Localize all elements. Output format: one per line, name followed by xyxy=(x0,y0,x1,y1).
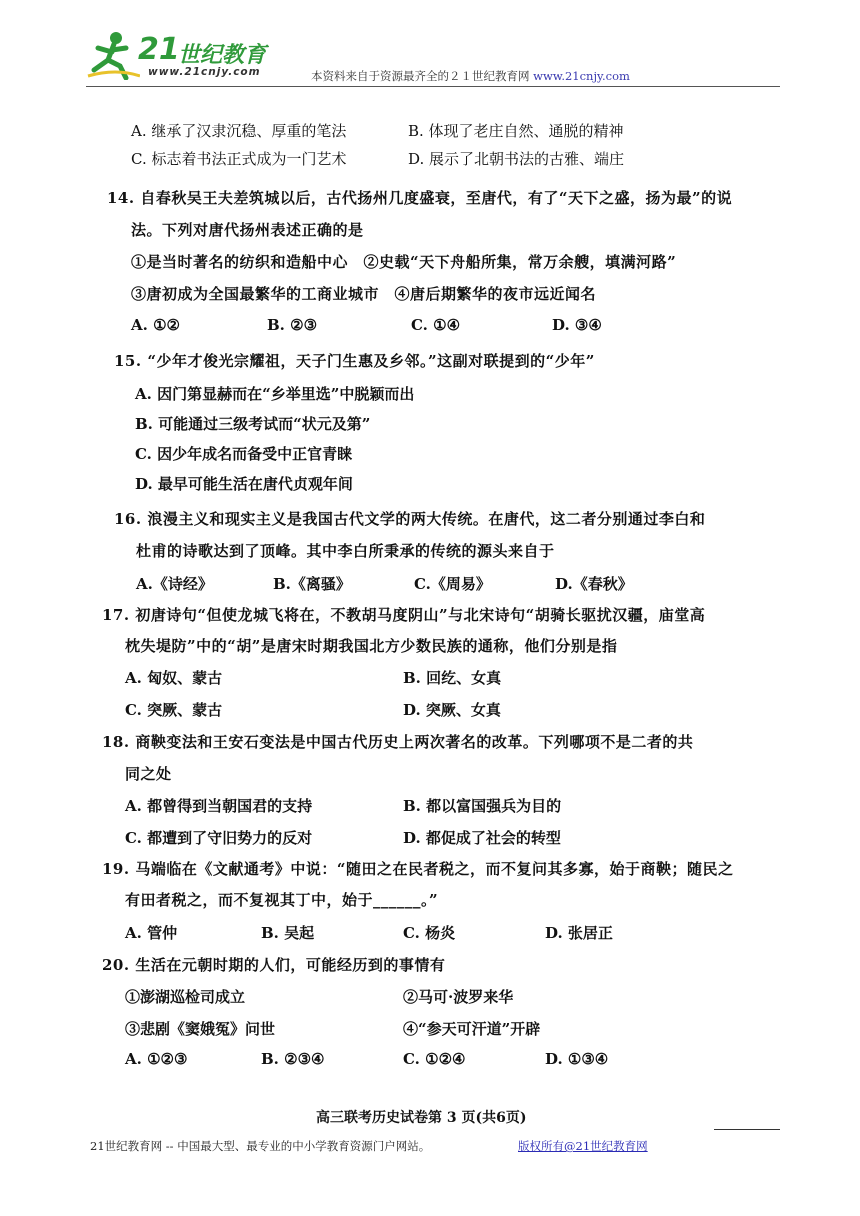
logo[interactable] xyxy=(86,26,286,84)
q17-option-c: C. 突厥、蒙古 xyxy=(125,701,223,719)
q18-option-c: C. 都遭到了守旧势力的反对 xyxy=(125,829,313,847)
q16-option-b: B.《离骚》 xyxy=(273,575,351,593)
q18-option-d: D. 都促成了社会的转型 xyxy=(403,829,561,847)
header-notice-text: 本资料来自于资源最齐全的２１世纪教育网 xyxy=(311,69,530,83)
footer-text: 21世纪教育网 -- 中国最大型、最专业的中小学教育资源门户网站。 xyxy=(90,1139,431,1153)
q20-item-1: ①澎湖巡检司成立 xyxy=(125,988,246,1006)
q14-option-c: C. ①④ xyxy=(411,316,461,334)
logo-text: 世纪教育 xyxy=(178,43,267,68)
header-notice-link[interactable]: www.21cnjy.com xyxy=(533,69,630,83)
q18-option-a: A. 都曾得到当朝国君的支持 xyxy=(125,797,313,815)
q13-option-b: B. 体现了老庄自然、通脱的精神 xyxy=(408,122,624,140)
q15-option-c: C. 因少年成名而备受中正官青睐 xyxy=(135,445,353,463)
q13-option-d: D. 展示了北朝书法的古雅、端庄 xyxy=(408,150,625,168)
q14-option-b: B. ②③ xyxy=(267,316,318,334)
q16-stem-line1: 16. 浪漫主义和现实主义是我国古代文学的两大传统。在唐代，这二者分别通过李白和 xyxy=(114,510,706,528)
q15-option-a: A. 因门第显赫而在“乡举里选”中脱颖而出 xyxy=(135,385,415,403)
q20-item-3: ③悲剧《窦娥冤》问世 xyxy=(125,1020,276,1038)
q15-option-d: D. 最早可能生活在唐代贞观年间 xyxy=(135,475,353,493)
q13-option-c: C. 标志着书法正式成为一门艺术 xyxy=(131,150,347,168)
q17-stem-line1: 17. 初唐诗句“但使龙城飞将在，不教胡马度阴山”与北宋诗句“胡骑长驱扰汉疆，庙堂高 xyxy=(102,606,706,624)
q16-option-a: A.《诗经》 xyxy=(136,575,213,593)
footer-copyright-link[interactable]: 版权所有@21世纪教育网 xyxy=(518,1139,648,1153)
header-notice xyxy=(311,68,630,84)
q14-stem-line2: 法。下列对唐代扬州表述正确的是 xyxy=(131,221,364,239)
q14-item-2: ③唐初成为全国最繁华的工商业城市 ④唐后期繁华的夜市远近闻名 xyxy=(131,285,597,303)
q20-option-b: B. ②③④ xyxy=(261,1050,325,1068)
q16-option-c: C.《周易》 xyxy=(414,575,491,593)
q17-option-b: B. 回纥、女真 xyxy=(403,669,502,687)
q17-option-d: D. 突厥、女真 xyxy=(403,701,501,719)
q20-item-2: ②马可·波罗来华 xyxy=(403,988,514,1006)
q20-option-c: C. ①②④ xyxy=(403,1050,466,1068)
q14-option-d: D. ③④ xyxy=(552,316,602,334)
logo-number: 21 xyxy=(138,32,180,67)
q19-stem-line1: 19. 马端临在《文献通考》中说：“随田之在民者税之，而不复问其多寡，始于商鞅；随民之 xyxy=(102,860,734,878)
q18-stem-line1: 18. 商鞅变法和王安石变法是中国古代历史上两次著名的改革。下列哪项不是二者的共 xyxy=(102,733,694,751)
q15-option-b: B. 可能通过三级考试而“状元及第” xyxy=(135,415,371,433)
q18-option-b: B. 都以富国强兵为目的 xyxy=(403,797,562,815)
q19-option-d: D. 张居正 xyxy=(545,924,613,942)
header-rule xyxy=(86,86,780,87)
q15-stem: 15. “少年才俊光宗耀祖，天子门生惠及乡邻。”这副对联提到的“少年” xyxy=(114,352,595,370)
footer-rule xyxy=(714,1129,780,1130)
q20-item-4: ④“参天可汗道”开辟 xyxy=(403,1020,541,1038)
q16-option-d: D.《春秋》 xyxy=(555,575,633,593)
q20-option-d: D. ①③④ xyxy=(545,1050,609,1068)
q14-option-a: A. ①② xyxy=(131,316,180,334)
q16-stem-line2: 杜甫的诗歌达到了顶峰。其中李白所秉承的传统的源头来自于 xyxy=(136,542,555,560)
q20-stem: 20. 生活在元朝时期的人们，可能经历到的事情有 xyxy=(102,956,446,974)
q18-stem-line2: 同之处 xyxy=(125,765,172,783)
q14-stem-line1: 14. 自春秋吴王夫差筑城以后，古代扬州几度盛衰，至唐代，有了“天下之盛，扬为最”的说 xyxy=(107,189,733,207)
q13-option-a: A. 继承了汉隶沉稳、厚重的笔法 xyxy=(131,122,347,140)
q17-stem-line2: 枕失堤防”中的“胡”是唐宋时期我国北方少数民族的通称，他们分别是指 xyxy=(125,637,618,655)
q19-stem-line2: 有田者税之，而不复视其丁中，始于______。” xyxy=(125,891,439,909)
q19-option-a: A. 管仲 xyxy=(125,924,178,942)
q20-option-a: A. ①②③ xyxy=(125,1050,188,1068)
runner-logo-icon xyxy=(86,30,140,80)
page-number: 高三联考历史试卷第 3 页(共6页) xyxy=(316,1110,527,1126)
q19-option-c: C. 杨炎 xyxy=(403,924,456,942)
q14-item-1: ①是当时著名的纺织和造船中心 ②史载“天下舟船所集，常万余艘，填满河路” xyxy=(131,253,677,271)
q19-option-b: B. 吴起 xyxy=(261,924,315,942)
logo-url: www.21cnjy.com xyxy=(148,66,261,78)
q17-option-a: A. 匈奴、蒙古 xyxy=(125,669,223,687)
